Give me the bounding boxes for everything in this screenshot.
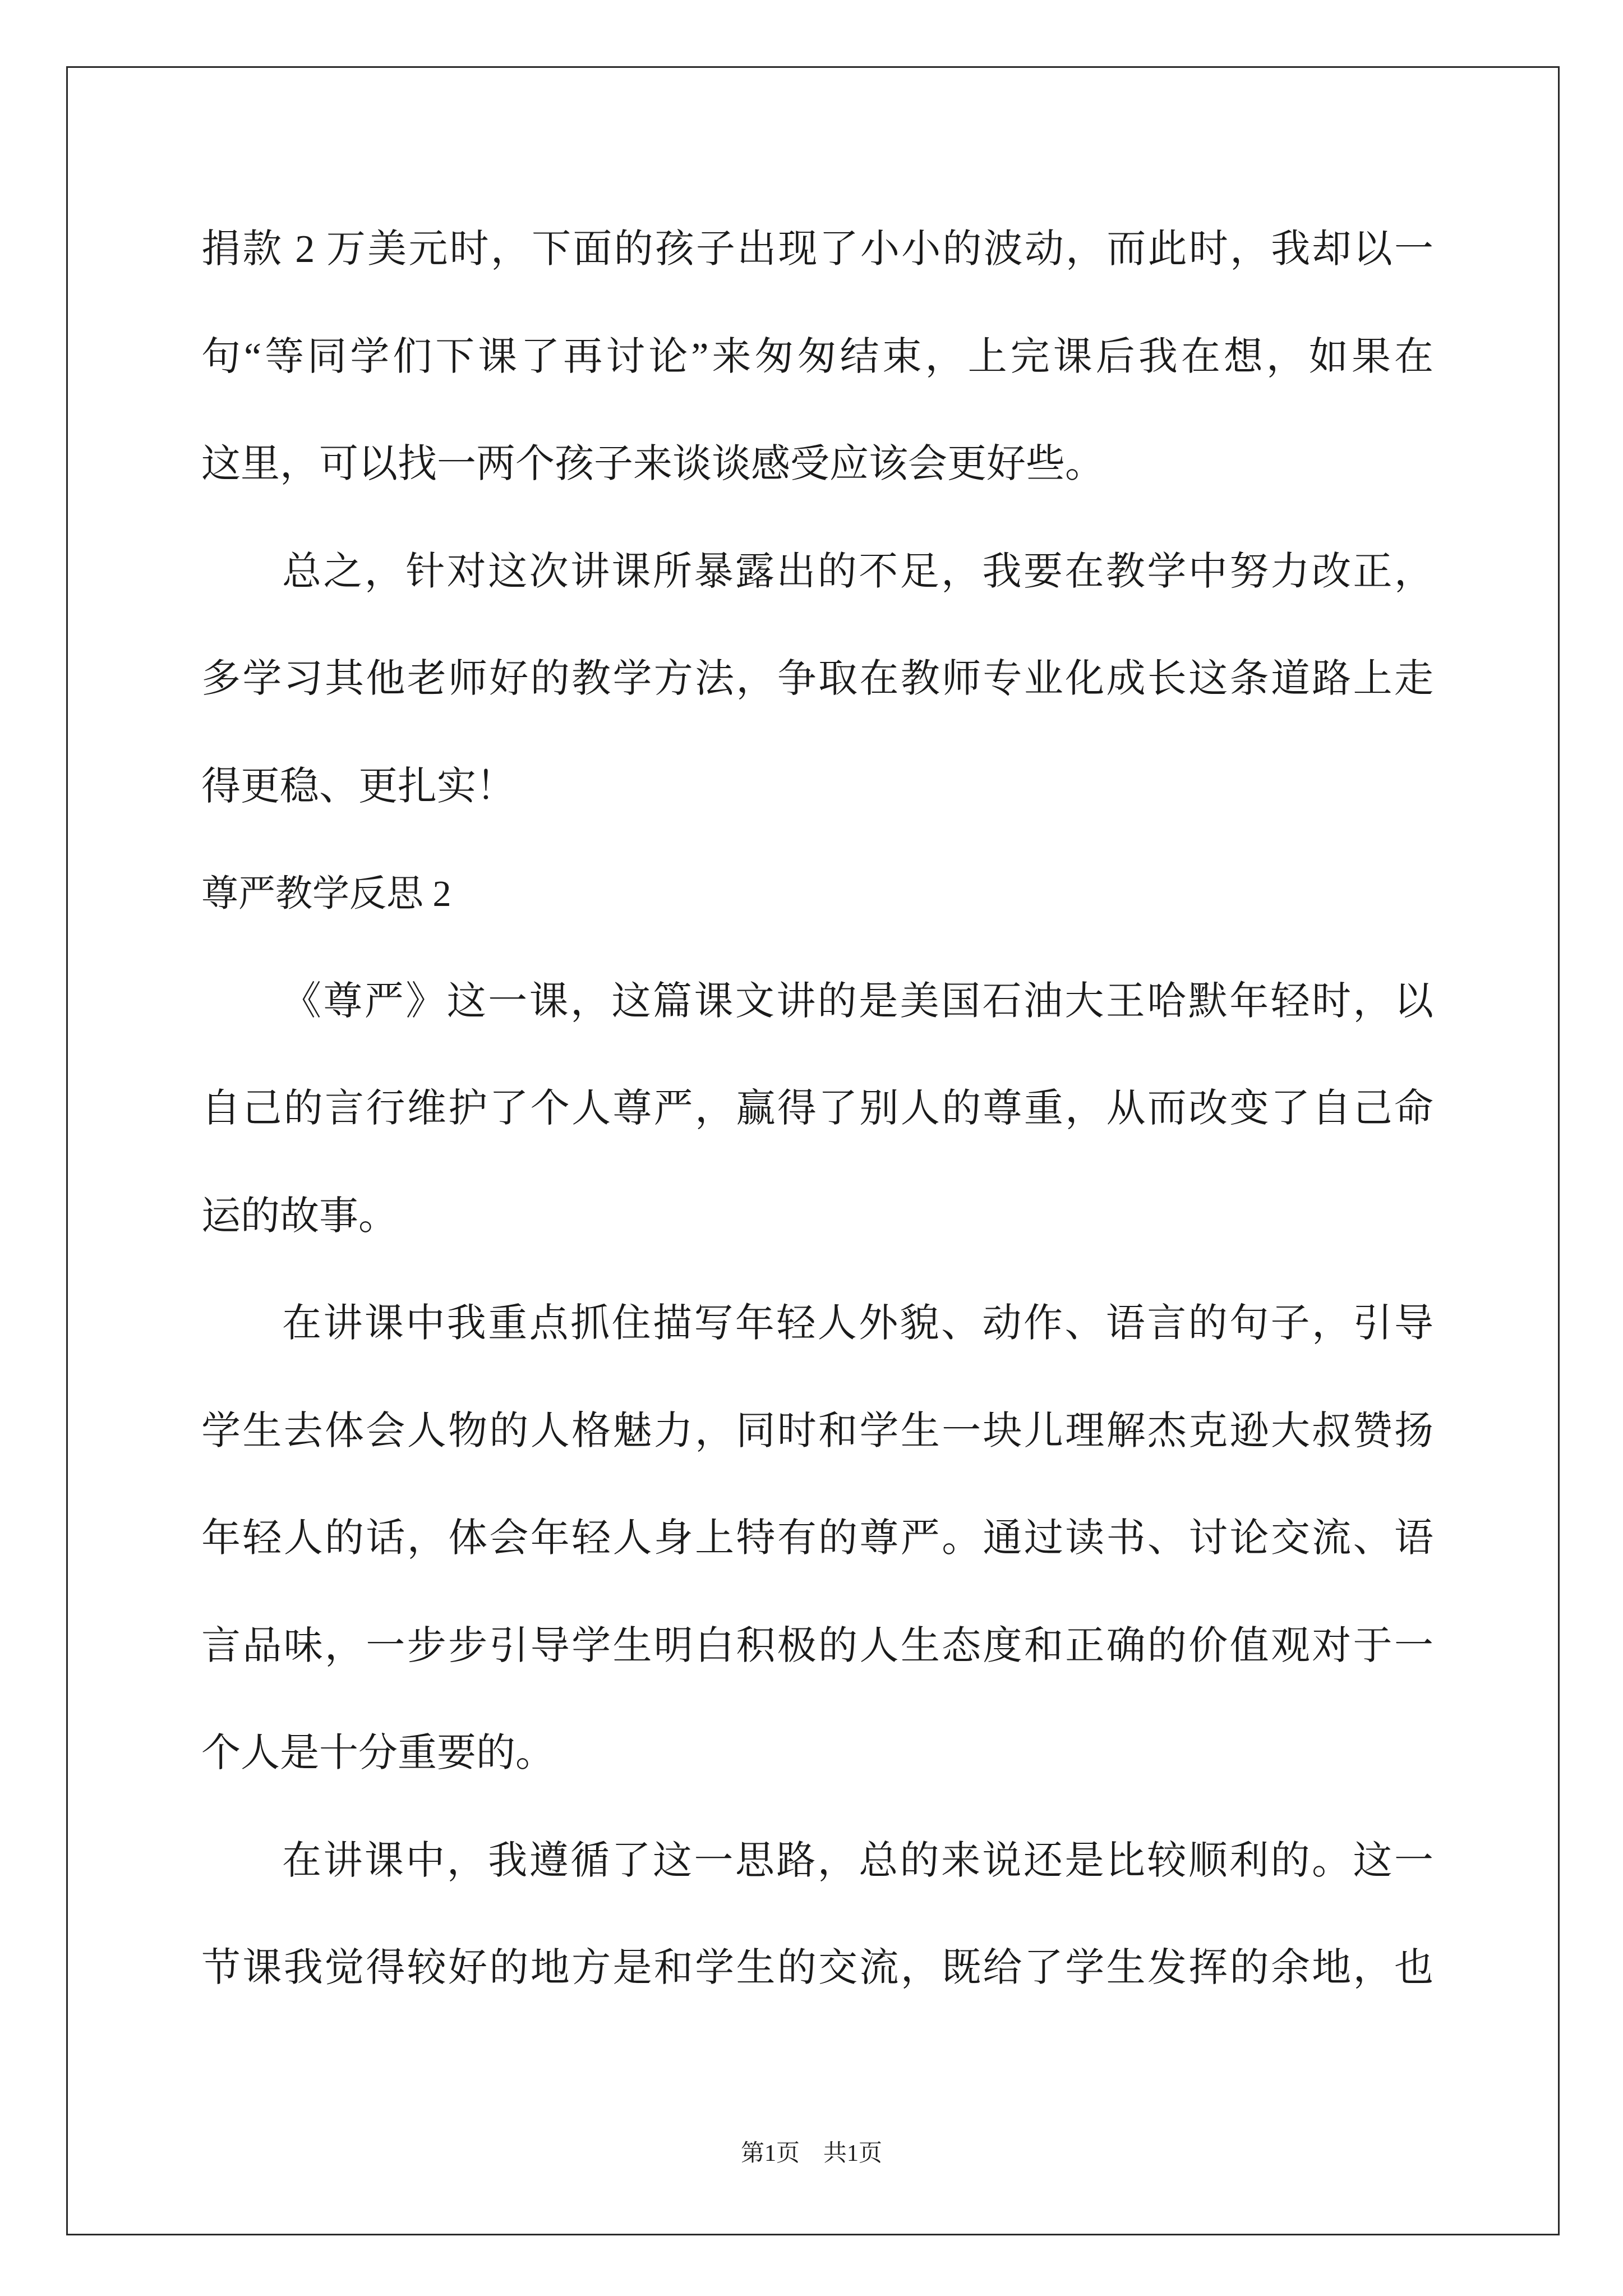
text-line: 得更稳、更扎实！ bbox=[201, 765, 515, 808]
text-line: 在讲课中，我遵循了这一思路，总的来说还是比较顺利的。这一 bbox=[282, 1839, 1433, 1883]
paragraph bbox=[201, 1807, 1433, 2022]
text-line: 这里，可以找一两个孩子来谈谈感受应该会更好些。 bbox=[201, 443, 1104, 486]
text-line: 多学习其他老师好的教学方法，争取在教师专业化成长这条道路上走 bbox=[201, 657, 1433, 701]
section-heading: 尊严教学反思 2 bbox=[201, 873, 451, 914]
paragraph bbox=[201, 1270, 1433, 1807]
text-line: 言品味，一步步引导学生明白积极的人生态度和正确的价值观对于一 bbox=[201, 1624, 1433, 1668]
text-line: 《尊严》这一课，这篇课文讲的是美国石油大王哈默年轻时，以 bbox=[282, 979, 1433, 1023]
text-line: 个人是十分重要的。 bbox=[201, 1732, 555, 1775]
text-line: 在讲课中我重点抓住描写年轻人外貌、动作、语言的句子，引导 bbox=[282, 1302, 1433, 1345]
paragraph bbox=[201, 518, 1433, 841]
paragraph bbox=[201, 196, 1433, 518]
text-line: 学生去体会人物的人格魅力，同时和学生一块儿理解杰克逊大叔赞扬 bbox=[201, 1409, 1433, 1453]
text-line: 年轻人的话，体会年轻人身上特有的尊严。通过读书、讨论交流、语 bbox=[201, 1517, 1433, 1560]
text-line: 句“等同学们下课了再讨论”来匆匆结束，上完课后我在想，如果在 bbox=[201, 335, 1433, 379]
document-body bbox=[201, 196, 1433, 2022]
text-line: 总之，针对这次讲课所暴露出的不足，我要在教学中努力改正， bbox=[282, 550, 1433, 593]
text-line: 运的故事。 bbox=[201, 1194, 398, 1238]
paragraph bbox=[201, 948, 1433, 1271]
text-line: 自己的言行维护了个人尊严，赢得了别人的尊重，从而改变了自己命 bbox=[201, 1087, 1433, 1130]
page-footer: 第1页 共1页 bbox=[740, 2141, 882, 2166]
text-line: 捐款 2 万美元时，下面的孩子出现了小小的波动，而此时，我却以一 bbox=[201, 228, 1433, 271]
text-line: 节课我觉得较好的地方是和学生的交流，既给了学生发挥的余地，也 bbox=[201, 1947, 1433, 1990]
